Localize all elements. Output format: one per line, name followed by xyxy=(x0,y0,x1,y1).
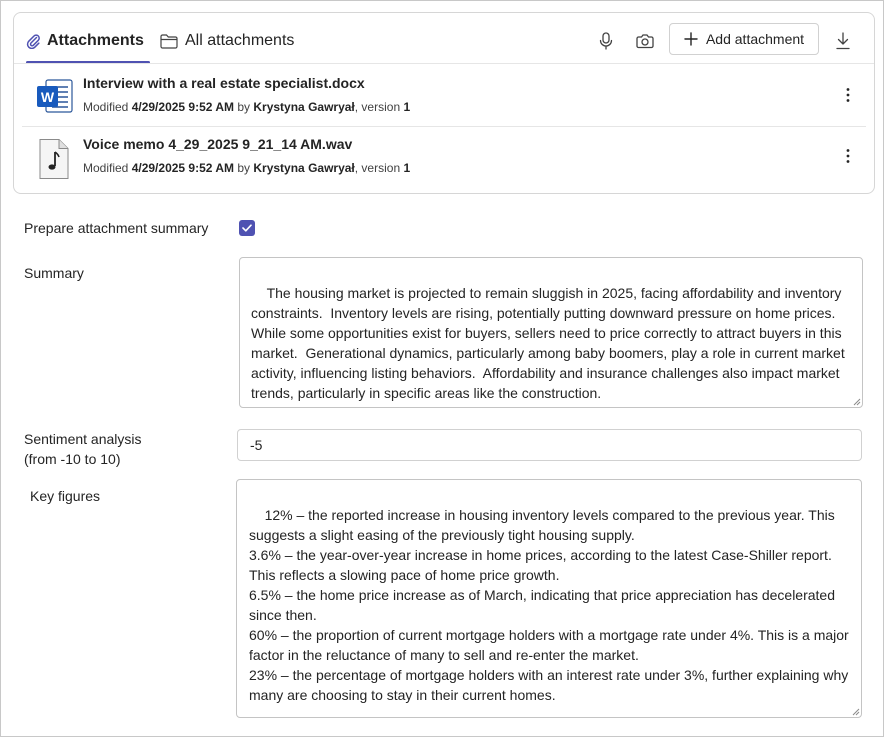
file-divider xyxy=(22,126,866,127)
modified-label: Modified xyxy=(83,100,129,114)
add-attachment-label: Add attachment xyxy=(705,31,805,47)
more-vertical-icon xyxy=(846,87,850,103)
attachment-row[interactable] xyxy=(14,132,874,192)
version-label: , version xyxy=(354,161,401,175)
by-label: by xyxy=(237,100,251,114)
version-number: 1 xyxy=(403,161,411,175)
modified-date: 4/29/2025 9:52 AM xyxy=(131,161,234,175)
attachment-meta xyxy=(83,100,410,114)
tab-bar xyxy=(14,13,874,63)
resize-grip-icon[interactable] xyxy=(851,396,861,406)
download-icon xyxy=(836,32,850,50)
attachment-file-name[interactable]: Interview with a real estate specialist.docx xyxy=(83,75,365,91)
sentiment-input[interactable]: -5 xyxy=(237,429,862,461)
paperclip-icon xyxy=(26,33,40,49)
more-options-button[interactable] xyxy=(836,144,860,168)
more-options-button[interactable] xyxy=(836,83,860,107)
resize-grip-icon[interactable] xyxy=(850,706,860,716)
modified-date: 4/29/2025 9:52 AM xyxy=(131,100,234,114)
version-number: 1 xyxy=(403,100,411,114)
version-label: , version xyxy=(354,100,401,114)
attachment-row[interactable] xyxy=(14,71,874,131)
audio-file-icon xyxy=(36,138,72,178)
tabs-divider xyxy=(14,63,874,64)
add-attachment-button[interactable] xyxy=(669,23,819,55)
take-photo-button[interactable] xyxy=(631,27,659,55)
attachment-file-name[interactable]: Voice memo 4_29_2025 9_21_14 AM.wav xyxy=(83,136,353,152)
key-figures-label: Key figures xyxy=(30,488,101,504)
summary-label: Summary xyxy=(24,265,84,281)
plus-icon xyxy=(684,32,698,46)
folder-icon xyxy=(160,34,178,49)
key-figures-text: 12% – the reported increase in housing inventory levels compared to the previous year. This suggests a slight easing of the previously tight housing supply. 3.6% – the year-over-year increase in home prices, according to the latest Case-Shiller report. This reflects a slowing pace of home price growth. 6.5% – the home price increase as of March, indicating that price appreciation has decelerated since then. 60% – the proportion of current mortgage holders with a mortgage rate under 4%. This is a major factor in the reluctance of many to sell and re-enter the market. 23% – the percentage of mortgage holders with an interest rate under 3%, further explaining why many are choosing to stay in their current homes. xyxy=(249,507,849,703)
record-audio-button[interactable] xyxy=(592,27,620,55)
key-figures-textarea[interactable] xyxy=(236,479,862,718)
attachments-card xyxy=(13,12,875,194)
modified-label: Modified xyxy=(83,161,129,175)
camera-icon xyxy=(636,33,654,49)
checkmark-icon xyxy=(242,224,252,232)
svg-text:W: W xyxy=(40,89,55,105)
summary-text: The housing market is projected to remain sluggish in 2025, facing affordability and inventory constraints. Inventory levels are rising, potentially putting downward pressure on home prices. While some opportunities exist for buyers, sellers need to price correctly to attract buyers in this market. Generational dynamics, particularly among baby boomers, play a role in current market activity, influencing listing behaviors. Affordability and insurance challenges also impact market trends, particularly in specific areas like the construction. xyxy=(251,285,849,401)
tab-attachments[interactable] xyxy=(26,27,144,55)
prepare-summary-checkbox[interactable] xyxy=(239,220,255,236)
sentiment-label-line2: (from -10 to 10) xyxy=(24,451,121,467)
download-button[interactable] xyxy=(829,27,857,55)
author-name: Krystyna Gawryał xyxy=(253,100,355,114)
tab-attachments-label: Attachments xyxy=(47,32,144,49)
by-label: by xyxy=(237,161,251,175)
microphone-icon xyxy=(599,32,613,50)
attachment-meta xyxy=(83,161,410,175)
more-vertical-icon xyxy=(846,148,850,164)
sentiment-label xyxy=(24,429,142,469)
tab-all-attachments-label: All attachments xyxy=(185,32,295,49)
prepare-summary-label: Prepare attachment summary xyxy=(24,220,209,236)
author-name: Krystyna Gawryał xyxy=(253,161,355,175)
word-doc-icon xyxy=(36,77,72,117)
summary-textarea[interactable] xyxy=(239,257,863,408)
tab-all-attachments[interactable] xyxy=(160,27,294,55)
sentiment-label-line1: Sentiment analysis xyxy=(24,431,142,447)
